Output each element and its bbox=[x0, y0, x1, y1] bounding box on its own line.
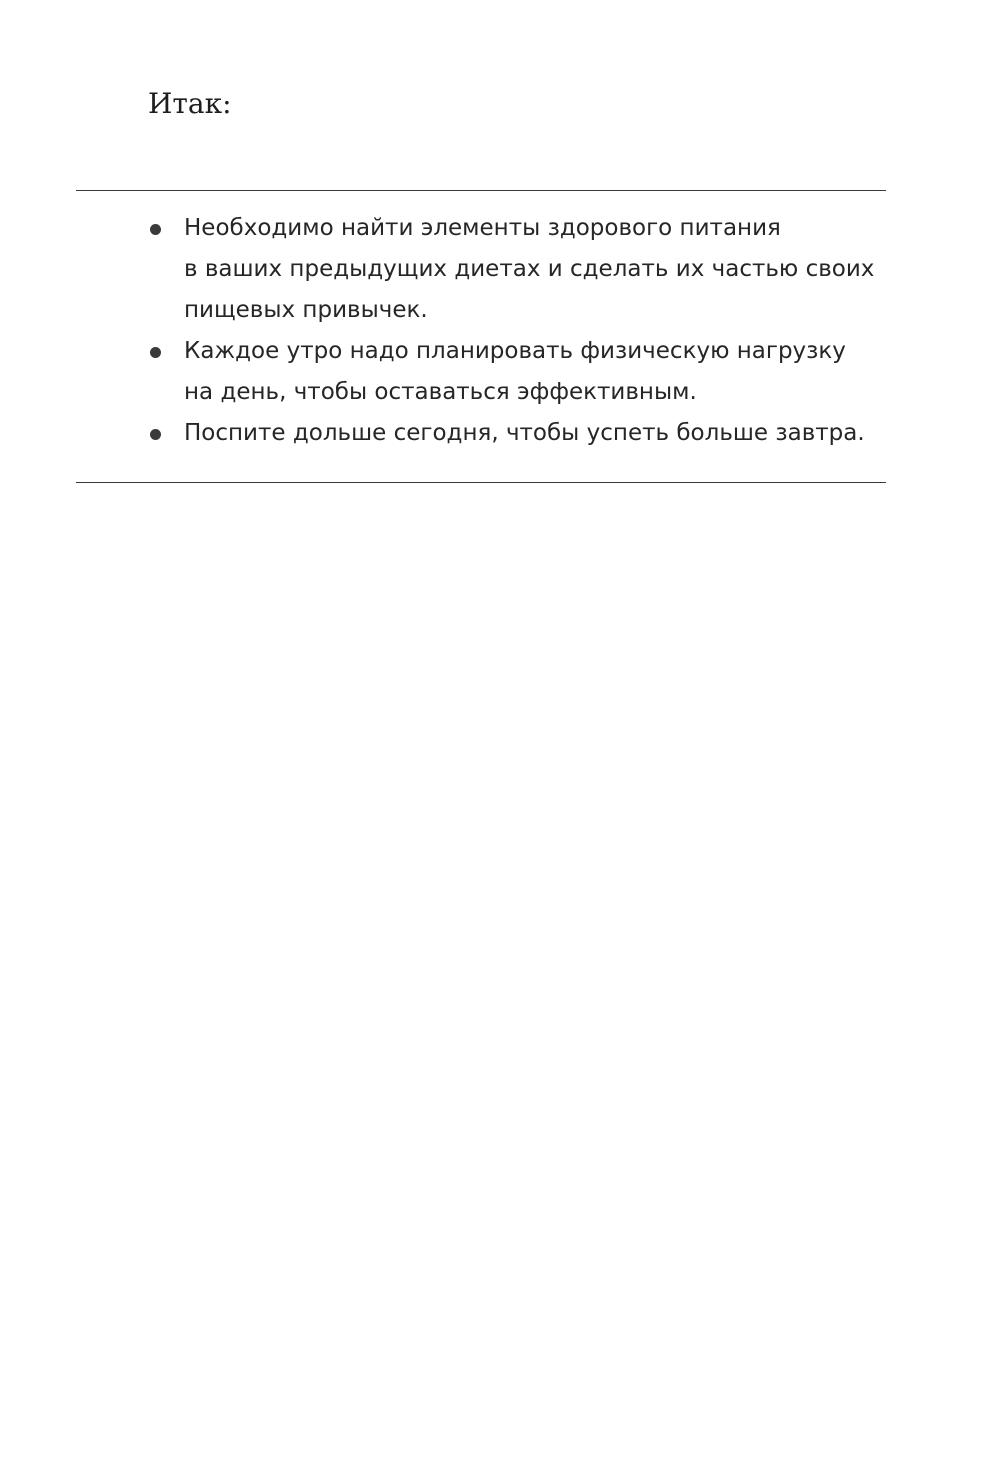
summary-list bbox=[146, 208, 906, 454]
list-item-line: Необходимо найти элементы здорового питания bbox=[184, 215, 781, 241]
list-item bbox=[146, 413, 906, 454]
bottom-divider bbox=[76, 482, 886, 483]
intro-heading: Итак: bbox=[148, 87, 232, 120]
list-item-line: пищевых привычек. bbox=[184, 297, 428, 323]
top-divider bbox=[76, 190, 886, 191]
bullet-icon bbox=[150, 429, 161, 440]
list-item-line: в ваших предыдущих диетах и сделать их частью своих bbox=[184, 256, 875, 282]
list-item bbox=[146, 208, 906, 331]
bullet-icon bbox=[150, 224, 161, 235]
list-item bbox=[146, 331, 906, 413]
list-item-line: на день, чтобы оставаться эффективным. bbox=[184, 379, 697, 405]
bullet-icon bbox=[150, 347, 161, 358]
list-item-line: Каждое утро надо планировать физическую нагрузку bbox=[184, 338, 846, 364]
list-item-line: Поспите дольше сегодня, чтобы успеть больше завтра. bbox=[184, 420, 865, 446]
